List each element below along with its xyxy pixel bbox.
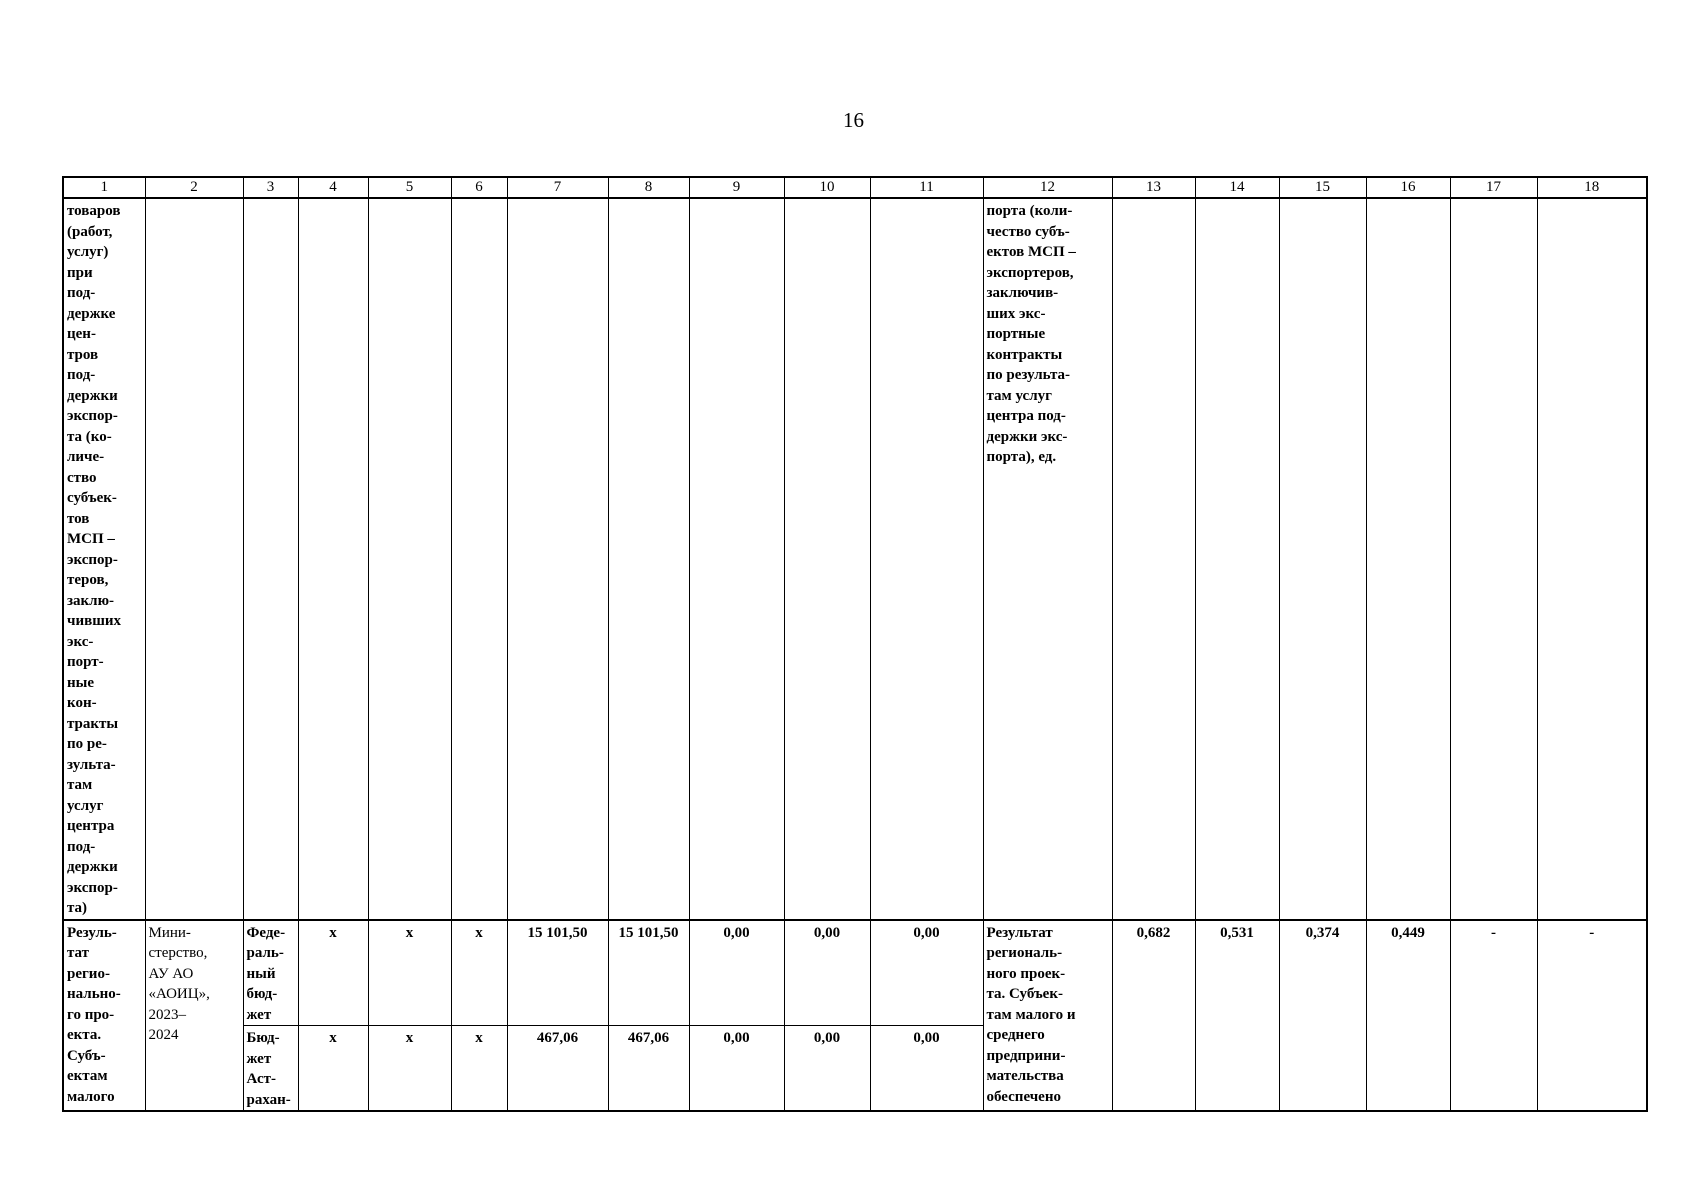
column-number: 16	[1366, 177, 1450, 198]
result-description-cell: Результат региональ- ного проек- та. Субъек- там малого и среднего предприни- мательства обеспечено	[983, 920, 1112, 1112]
amount-cell: 15 101,50	[608, 920, 689, 1026]
column-number: 18	[1537, 177, 1647, 198]
column-number: 4	[298, 177, 368, 198]
empty-cell	[368, 198, 451, 920]
empty-cell	[243, 198, 298, 920]
empty-cell	[1450, 198, 1537, 920]
result-name-cell: Резуль- тат регио- нально- го про- екта. Субъ- ектам малого	[63, 920, 145, 1112]
empty-cell	[608, 198, 689, 920]
column-number: 6	[451, 177, 507, 198]
value-cell: х	[298, 920, 368, 1026]
indicator-value-cell: -	[1450, 920, 1537, 1112]
value-cell: х	[368, 920, 451, 1026]
column-number: 7	[507, 177, 608, 198]
funding-source-cell: Феде- раль- ный бюд- жет	[243, 920, 298, 1026]
empty-cell	[1537, 198, 1647, 920]
amount-cell: 0,00	[689, 920, 784, 1026]
indicator-value-cell: 0,531	[1195, 920, 1279, 1112]
column-number: 11	[870, 177, 983, 198]
column-number: 15	[1279, 177, 1366, 198]
indicator-description-cell: порта (коли- чество субъ- ектов МСП – экспортеров, заключив- ших экс- портные контракты по результа- там услуг центра под- держки экс- порта), ед.	[983, 198, 1112, 920]
amount-cell: 0,00	[870, 920, 983, 1026]
empty-cell	[870, 198, 983, 920]
column-number: 8	[608, 177, 689, 198]
column-number: 12	[983, 177, 1112, 198]
column-number: 5	[368, 177, 451, 198]
indicator-value-cell: 0,449	[1366, 920, 1450, 1112]
value-cell: х	[451, 920, 507, 1026]
table-row	[63, 198, 1647, 920]
amount-cell: 0,00	[870, 1026, 983, 1112]
column-number: 9	[689, 177, 784, 198]
empty-cell	[451, 198, 507, 920]
amount-cell: 467,06	[507, 1026, 608, 1112]
amount-cell: 467,06	[608, 1026, 689, 1112]
column-number: 1	[63, 177, 145, 198]
value-cell: х	[298, 1026, 368, 1112]
value-cell: х	[368, 1026, 451, 1112]
empty-cell	[689, 198, 784, 920]
empty-cell	[1366, 198, 1450, 920]
budget-table	[62, 176, 1648, 1112]
indicator-value-cell: 0,374	[1279, 920, 1366, 1112]
empty-cell	[1195, 198, 1279, 920]
empty-cell	[145, 198, 243, 920]
empty-cell	[507, 198, 608, 920]
column-number-row	[63, 177, 1647, 198]
amount-cell: 15 101,50	[507, 920, 608, 1026]
amount-cell: 0,00	[784, 1026, 870, 1112]
column-number: 14	[1195, 177, 1279, 198]
responsible-executor-cell: Мини- стерство, АУ АО «АОИЦ», 2023– 2024	[145, 920, 243, 1112]
funding-source-cell: Бюд- жет Аст- рахан-	[243, 1026, 298, 1112]
empty-cell	[298, 198, 368, 920]
column-number: 13	[1112, 177, 1195, 198]
column-number: 17	[1450, 177, 1537, 198]
value-cell: х	[451, 1026, 507, 1112]
indicator-value-cell: 0,682	[1112, 920, 1195, 1112]
empty-cell	[1112, 198, 1195, 920]
amount-cell: 0,00	[784, 920, 870, 1026]
page-number: 16	[843, 108, 864, 132]
column-number: 3	[243, 177, 298, 198]
table-row	[63, 920, 1647, 1026]
indicator-name-cell: товаров (работ, услуг) при под- держке цен- тров под- держки экспор- та (ко- личе- ство субъек- тов МСП – экспор- теров, заклю- чивших экс- порт- ные кон- тракты по ре- зульта- там услуг центра под- держки экспор- та)	[63, 198, 145, 920]
empty-cell	[784, 198, 870, 920]
column-number: 10	[784, 177, 870, 198]
column-number: 2	[145, 177, 243, 198]
amount-cell: 0,00	[689, 1026, 784, 1112]
empty-cell	[1279, 198, 1366, 920]
indicator-value-cell: -	[1537, 920, 1647, 1112]
